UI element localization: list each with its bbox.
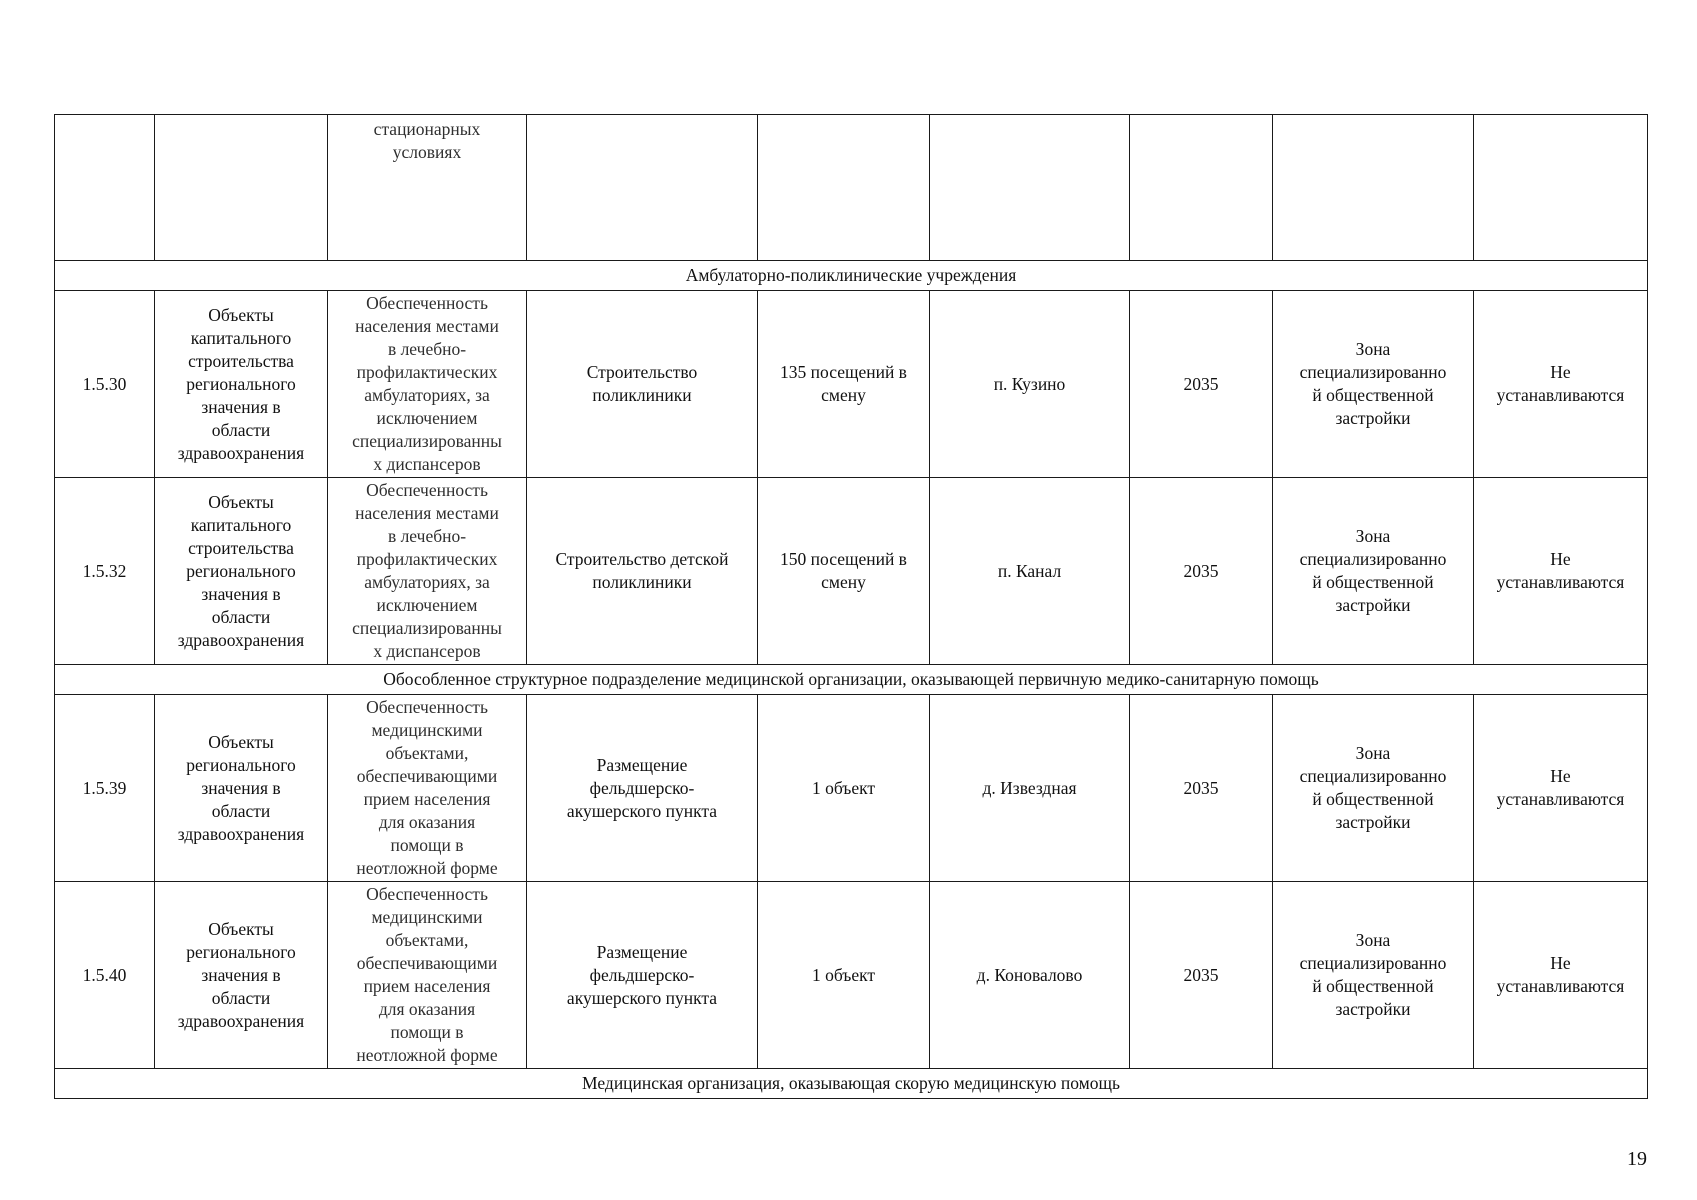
cell-empty [1130,115,1273,261]
action-text: Размещение фельдшерско- акушерского пункта [566,941,718,1008]
cell-location: д. Извездная [930,695,1130,882]
section-heading: Обособленное структурное подразделение медицинской организации, оказывающей первичную медико-санитарную помощь [55,665,1648,695]
cell-restriction [1474,695,1648,882]
cell-empty [527,115,758,261]
capacity-text: 150 посещений в смену [780,549,907,592]
action-text: Строительство детской поликлиники [555,549,729,592]
cell-capacity [758,478,930,665]
cell-empty [1474,115,1648,261]
section-row [55,261,1648,291]
description-text: Обеспеченность медицинскими объектами, обеспечивающими прием населения для оказания помощи в неотложной форме [356,884,498,1065]
cell-number: 1.5.30 [55,291,155,478]
cell-empty [155,115,328,261]
cell-restriction [1474,882,1648,1069]
cell-action [527,882,758,1069]
cell-number: 1.5.32 [55,478,155,665]
capacity-text: 135 посещений в смену [780,362,907,405]
cell-location: д. Коновалово [930,882,1130,1069]
table-row [55,478,1648,665]
object-type-text: Объекты регионального значения в области здравоохранения [177,731,305,844]
cell-location: п. Канал [930,478,1130,665]
cell-number: 1.5.39 [55,695,155,882]
restriction-text: Не устанавливаются [1496,953,1625,996]
capacity-text: 1 объект [811,964,876,985]
cell-description [328,291,527,478]
cell-action [527,478,758,665]
cell-capacity [758,695,930,882]
cell-object-type [155,882,328,1069]
action-text: Размещение фельдшерско- акушерского пункта [566,754,718,821]
object-type-text: Объекты регионального значения в области здравоохранения [177,918,305,1031]
object-type-text: Объекты капитального строительства регионального значения в области здравоохранения [177,304,305,463]
section-heading: Медицинская организация, оказывающая скорую медицинскую помощь [55,1069,1648,1099]
section-row [55,1069,1648,1099]
zone-text: Зона специализированно й общественной застройки [1299,743,1447,832]
table-row-continuation [55,115,1648,261]
cell-empty [758,115,930,261]
zone-text: Зона специализированно й общественной застройки [1299,339,1447,428]
cell-year: 2035 [1130,882,1273,1069]
zone-text: Зона специализированно й общественной застройки [1299,930,1447,1019]
restriction-text: Не устанавливаются [1496,766,1625,809]
description-text: стационарных условиях [373,119,481,162]
cell-description [328,115,527,261]
planning-table [54,114,1648,1099]
cell-object-type [155,291,328,478]
cell-empty [1273,115,1474,261]
cell-zone [1273,478,1474,665]
capacity-text: 1 объект [811,777,876,798]
cell-description [328,882,527,1069]
section-row [55,665,1648,695]
cell-description [328,478,527,665]
cell-empty [930,115,1130,261]
cell-year: 2035 [1130,291,1273,478]
cell-year: 2035 [1130,695,1273,882]
description-text: Обеспеченность медицинскими объектами, обеспечивающими прием населения для оказания помощи в неотложной форме [356,697,498,878]
restriction-text: Не устанавливаются [1496,549,1625,592]
action-text: Строительство поликлиники [586,362,698,405]
cell-year: 2035 [1130,478,1273,665]
cell-object-type [155,695,328,882]
cell-object-type [155,478,328,665]
cell-restriction [1474,478,1648,665]
cell-zone [1273,695,1474,882]
cell-number: 1.5.40 [55,882,155,1069]
cell-capacity [758,291,930,478]
page-number: 19 [1627,1148,1647,1170]
cell-empty [55,115,155,261]
cell-location: п. Кузино [930,291,1130,478]
section-heading: Амбулаторно-поликлинические учреждения [55,261,1648,291]
cell-zone [1273,291,1474,478]
restriction-text: Не устанавливаются [1496,362,1625,405]
zone-text: Зона специализированно й общественной застройки [1299,526,1447,615]
description-text: Обеспеченность населения местами в лечебно- профилактических амбулаториях, за исключением специализированны х диспансеров [352,293,502,474]
table-row [55,291,1648,478]
table-row [55,882,1648,1069]
object-type-text: Объекты капитального строительства регионального значения в области здравоохранения [177,491,305,650]
table-row [55,695,1648,882]
cell-action [527,695,758,882]
cell-restriction [1474,291,1648,478]
cell-description [328,695,527,882]
cell-zone [1273,882,1474,1069]
description-text: Обеспеченность населения местами в лечебно- профилактических амбулаториях, за исключением специализированны х диспансеров [352,480,502,661]
cell-action [527,291,758,478]
cell-capacity [758,882,930,1069]
